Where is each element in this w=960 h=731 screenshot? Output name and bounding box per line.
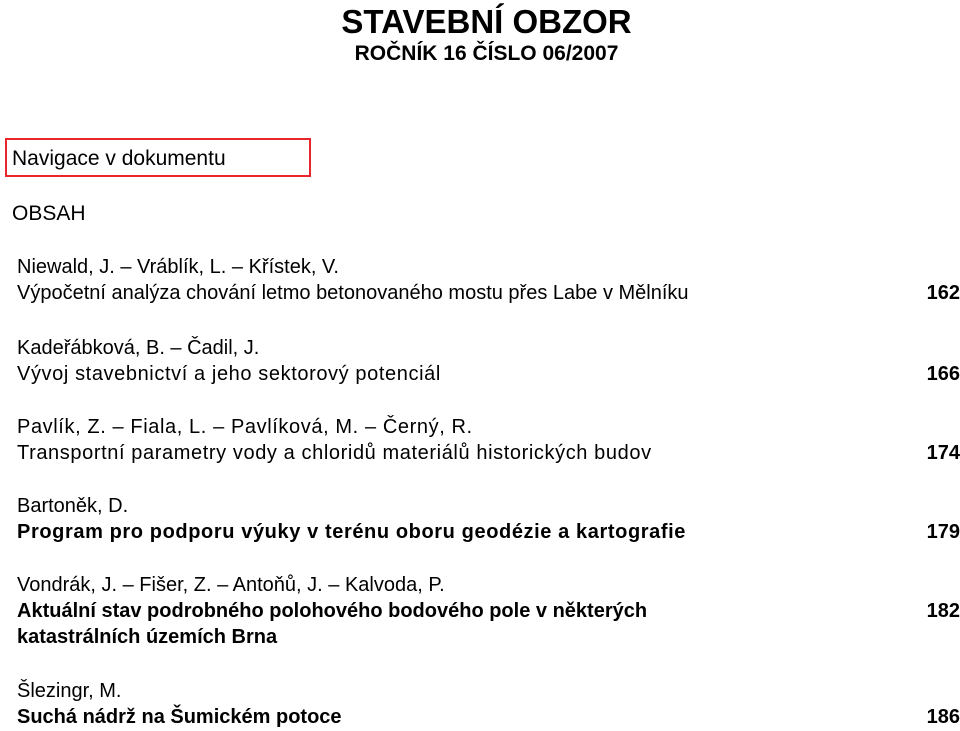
article-title[interactable]: Program pro podporu výuky v terénu oboru geodézie a kartografie xyxy=(17,521,687,543)
article-title[interactable]: Suchá nádrž na Šumickém potoce xyxy=(17,706,342,728)
article-page: 182 xyxy=(926,600,960,622)
journal-title: STAVEBNÍ OBZOR xyxy=(341,3,632,40)
article-authors: Kadeřábková, B. – Čadil, J. xyxy=(17,337,260,359)
contents-heading: OBSAH xyxy=(12,202,86,225)
article-authors: Niewald, J. – Vráblík, L. – Křístek, V. xyxy=(17,256,339,278)
issue-info: ROČNÍK 16 ČÍSLO 06/2007 xyxy=(354,42,619,65)
article-page: 179 xyxy=(926,521,960,543)
article-authors: Pavlík, Z. – Fiala, L. – Pavlíková, M. – Černý, R. xyxy=(17,416,473,438)
article-authors: Šlezingr, M. xyxy=(17,680,122,702)
article-title[interactable]: Výpočetní analýza chování letmo betonovaného mostu přes Labe v Mělníku xyxy=(17,282,689,304)
article-page: 162 xyxy=(926,282,960,304)
article-title[interactable]: Vývoj stavebnictví a jeho sektorový potenciál xyxy=(17,363,441,385)
article-title-line-2[interactable]: katastrálních územích Brna xyxy=(17,626,278,648)
article-page: 174 xyxy=(926,442,960,464)
article-page: 166 xyxy=(926,363,960,385)
article-authors: Bartoněk, D. xyxy=(17,495,129,517)
article-page: 186 xyxy=(926,706,960,728)
article-title[interactable]: Transportní parametry vody a chloridů materiálů historických budov xyxy=(17,442,652,464)
article-title-line-1[interactable]: Aktuální stav podrobného polohového bodového pole v některých xyxy=(17,600,648,622)
navigation-label[interactable]: Navigace v dokumentu xyxy=(12,147,226,170)
article-authors: Vondrák, J. – Fišer, Z. – Antoňů, J. – Kalvoda, P. xyxy=(17,574,445,596)
